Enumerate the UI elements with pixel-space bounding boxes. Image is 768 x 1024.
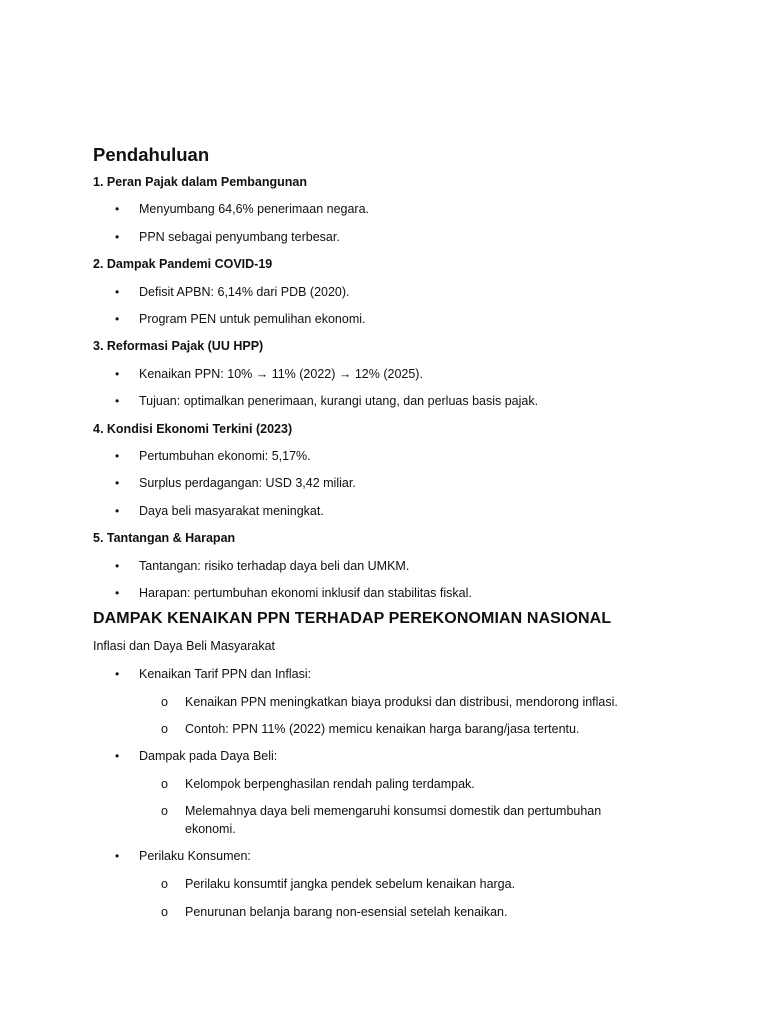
list-item bbox=[93, 580, 693, 607]
sub-list-item-text: Kenaikan PPN meningkatkan biaya produksi dan distribusi, mendorong inflasi. bbox=[185, 694, 618, 709]
list-item-text: PPN sebagai penyumbang terbesar. bbox=[139, 229, 340, 244]
sub-list-item-text: Melemahnya daya beli memengaruhi konsumsi domestik dan pertumbuhan ekonomi. bbox=[185, 804, 602, 837]
bullet-icon: • bbox=[115, 666, 120, 681]
list-item-text: Tantangan: risiko terhadap daya beli dan UMKM. bbox=[139, 558, 410, 573]
section-heading: 5. Tantangan & Harapan bbox=[93, 531, 236, 546]
bullet-icon: • bbox=[115, 284, 120, 299]
list-item-text: Dampak pada Daya Beli: bbox=[139, 748, 278, 763]
circle-bullet-icon: o bbox=[161, 877, 168, 892]
list-item bbox=[93, 661, 693, 688]
sub-list-item bbox=[93, 770, 693, 797]
bullet-icon: • bbox=[115, 586, 120, 601]
list-item bbox=[93, 224, 693, 251]
bullet-icon: • bbox=[115, 394, 120, 409]
section-heading: 3. Reformasi Pajak (UU HPP) bbox=[93, 339, 264, 354]
list-item-text: Defisit APBN: 6,14% dari PDB (2020). bbox=[139, 284, 350, 299]
list-item-text: Kenaikan PPN: 10% → 11% (2022) → 12% (2025). bbox=[139, 366, 423, 381]
bullet-list bbox=[93, 443, 693, 525]
sub-bullet-list bbox=[93, 871, 693, 926]
document-body bbox=[93, 143, 693, 925]
list-item bbox=[93, 388, 693, 415]
sub-list-item bbox=[93, 716, 693, 743]
bullet-icon: • bbox=[115, 366, 120, 381]
list-item bbox=[93, 361, 693, 388]
list-item bbox=[93, 743, 693, 770]
list-item bbox=[93, 279, 693, 306]
list-item-text: Tujuan: optimalkan penerimaan, kurangi utang, dan perluas basis pajak. bbox=[139, 394, 539, 409]
bullet-list bbox=[93, 279, 693, 334]
sub-bullet-list bbox=[93, 688, 693, 743]
list-item bbox=[93, 470, 693, 497]
bullet-icon: • bbox=[115, 503, 120, 518]
sub-bullet-list bbox=[93, 770, 693, 843]
sub-list-item-text: Contoh: PPN 11% (2022) memicu kenaikan harga barang/jasa tertentu. bbox=[185, 722, 580, 737]
bullet-icon: • bbox=[115, 449, 120, 463]
bullet-icon: • bbox=[115, 229, 120, 244]
section-heading: 1. Peran Pajak dalam Pembangunan bbox=[93, 175, 307, 189]
circle-bullet-icon: o bbox=[161, 722, 168, 737]
section-heading: 2. Dampak Pandemi COVID-19 bbox=[93, 257, 273, 272]
sub-list-item-text: Perilaku konsumtif jangka pendek sebelum kenaikan harga. bbox=[185, 877, 516, 892]
list-item-text: Kenaikan Tarif PPN dan Inflasi: bbox=[139, 666, 312, 681]
section-heading: 4. Kondisi Ekonomi Terkini (2023) bbox=[93, 421, 293, 436]
nested-bullet-list bbox=[93, 843, 693, 870]
bullet-icon: • bbox=[115, 202, 120, 217]
sub-list-item bbox=[93, 798, 693, 843]
sub-list-item-text: Penurunan belanja barang non-esensial setelah kenaikan. bbox=[185, 904, 508, 919]
bullet-icon: • bbox=[115, 312, 120, 326]
page-title: Pendahuluan bbox=[93, 144, 210, 165]
sub-list-item bbox=[93, 898, 693, 925]
bullet-list bbox=[93, 553, 693, 608]
circle-bullet-icon: o bbox=[161, 694, 168, 709]
list-item-text: Perilaku Konsumen: bbox=[139, 849, 251, 864]
bullet-icon: • bbox=[115, 476, 120, 491]
list-item bbox=[93, 306, 693, 333]
list-item-text: Daya beli masyarakat meningkat. bbox=[139, 503, 324, 518]
bullet-list bbox=[93, 361, 693, 416]
chapter-title: DAMPAK KENAIKAN PPN TERHADAP PEREKONOMIAN NASIONAL bbox=[93, 610, 612, 628]
list-item bbox=[93, 196, 693, 223]
list-item bbox=[93, 843, 693, 870]
nested-bullet-list bbox=[93, 661, 693, 688]
sub-list-item-text: Kelompok berpenghasilan rendah paling terdampak. bbox=[185, 777, 475, 792]
list-item bbox=[93, 443, 693, 470]
sub-list-item bbox=[93, 871, 693, 898]
bullet-list bbox=[93, 196, 693, 251]
bullet-icon: • bbox=[115, 849, 120, 864]
subheading: Inflasi dan Daya Beli Masyarakat bbox=[93, 639, 276, 654]
list-item-text: Menyumbang 64,6% penerimaan negara. bbox=[139, 202, 370, 217]
bullet-icon: • bbox=[115, 558, 120, 573]
nested-bullet-list bbox=[93, 743, 693, 770]
bullet-icon: • bbox=[115, 748, 120, 763]
list-item bbox=[93, 498, 693, 525]
list-item-text: Surplus perdagangan: USD 3,42 miliar. bbox=[139, 476, 356, 491]
sub-list-item bbox=[93, 688, 693, 715]
circle-bullet-icon: o bbox=[161, 804, 168, 819]
circle-bullet-icon: o bbox=[161, 777, 168, 792]
list-item-text: Pertumbuhan ekonomi: 5,17%. bbox=[139, 449, 311, 463]
list-item-text: Harapan: pertumbuhan ekonomi inklusif dan stabilitas fiskal. bbox=[139, 586, 472, 601]
list-item bbox=[93, 553, 693, 580]
list-item-text: Program PEN untuk pemulihan ekonomi. bbox=[139, 312, 366, 326]
circle-bullet-icon: o bbox=[161, 904, 168, 919]
